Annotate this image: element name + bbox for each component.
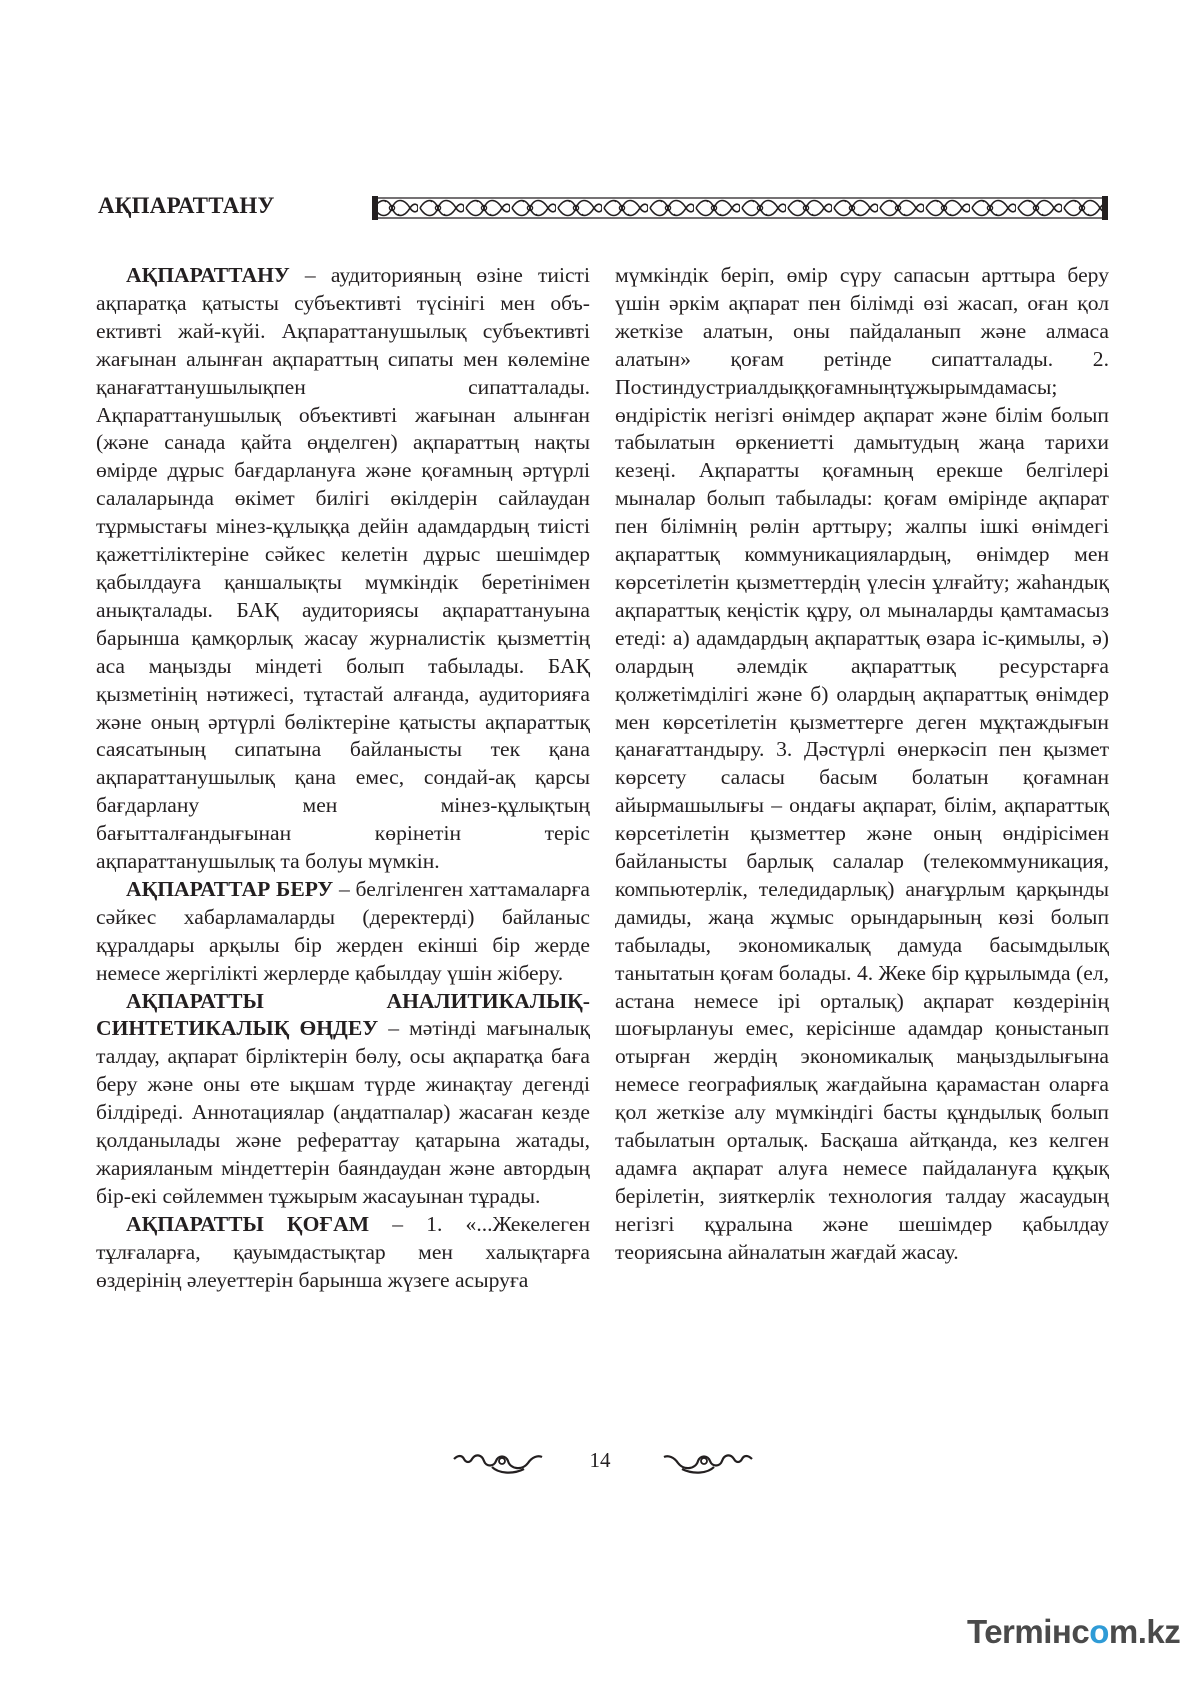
entry-term: АҚПАРАТТАР БЕРУ <box>126 876 334 901</box>
footer-ornament-left-icon <box>452 1447 544 1477</box>
entry-definition: – белгіленген хаттамаларға сәйкес хабарламаларды (деректерді) байланыс құралдары арқылы бір жерден екінші бір жерде немесе жергілікті жерлерде қабылдау үшін жіберу. <box>96 876 591 985</box>
site-watermark <box>967 1613 1179 1657</box>
right-column <box>615 262 1109 1267</box>
entry-akparattar-beru <box>96 876 590 988</box>
entry-analitikalyk-ondeu <box>96 988 590 1211</box>
entry-term: АҚПАРАТТЫ ҚОҒАМ <box>126 1211 370 1236</box>
entry-definition: – 1. «...Жекелеген тұлғаларға, қауымдастықтар мен халықтарға өздерінің әлеуеттерін барынша жүзеге асыруға <box>96 1211 590 1292</box>
page-footer <box>0 1443 1191 1483</box>
entry-definition: – аудиторияның өзіне тиісті ақпаратқа қатысты субъективті түсінігі мен объективті жай-күйі. Ақпараттанушылық субъективті жағынан алынған ақпараттың сипаты мен көлеміне қанағаттанушылықпен сипатталады. Ақпараттанушылық объективті жағынан алынған (және санада қайта өңделген) ақпараттың нақты өмірде дұрыс бағдарлануға және қоғамның әртүрлі салаларында өкімет билігі өкілдерін сайлаудан тұрмыстағы мінез-құлыққа дейін адамдардың тиісті қажеттіліктеріне сәйкес келетін дұрыс шешімдер қабылдауға қаншалықты мүмкіндік беретінімен анықталады. БАҚ аудиториясы ақпараттануына барынша қамқорлық жасау журналистік қызметтің аса маңызды міндеті болып табылады. БАҚ қызметінің нәтижесі, тұтастай алғанда, аудиторияға және оның әртүрлі бөліктеріне қатысты ақпараттық саясатының сипатына байланысты тек қана ақпараттанушылық қана емес, сондай-ақ қарсы бағдарлану мен мінез-құлықтың бағытталғандығынан көрінетін теріс ақпараттанушылық та болуы мүмкін. <box>96 263 590 874</box>
entry-akparatty-kogam-continued: мүмкіндік беріп, өмір сүру сапасын арттыра беру үшін әркім ақпарат пен білімді өзі жасап, оған қол жеткізе алатын, оны пайдаланып және алмаса алатын» қоғам ретінде сипатталады. 2. Постиндустриалдыққоғамныңтұжырымдамасы; өндірістік негізгі өнімдер ақпарат және білім болып табылатын өркениетті дамытудың жаңа тарихи кезеңі. Ақпаратты қоғамның ерекше белгілері мыналар болып табылады: қоғам өмірінде ақпарат пен білімнің рөлін арттыру; жалпы ішкі өнімдегі ақпараттық коммуникациялардың, өнімдер мен көрсетілетін қызметтердің үлесін ұлғайту; жаһандық ақпараттық кеңістік құру, ол мыналарды қамтамасыз етеді: а) адамдардың ақпараттық өзара іс-қимылы, ә) олардың әлемдік ақпараттық ресурстарға қолжетімділігі және б) олардың ақпараттық өнімдер мен көрсетілетін қызметтерге деген мұқтаждығын қанағаттандыру. 3. Дәстүрлі өнеркәсіп пен қызмет көрсету саласы басым болатын қоғамнан айырмашылығы – ондағы ақпарат, білім, ақпараттық көрсетілетін қызметтер және оның өндірісімен байланысты барлық салалар (телекоммуникация, компьютерлік, теледидарлық) анағұрлым қарқынды дамиды, жаңа жұмыс орындарының көзі болып табылады, экономикалық дамуда басымдылық танытатын қоғам болады. 4. Жеке бір құрылымда (ел, астана немесе ірі орталық) ақпарат көздерінің шоғырлануы емес, керісінше адамдар қоныстанып отырған жердің экономикалық маңыздылығына немесе географиялық жағдайына қарамастан оларға қол жеткізе алу мүмкіндігі басты құндылық болып табылатын орталық. Басқаша айтқанда, кез келген адамға ақпарат алуға немесе пайдалануға құқық берілетін, зияткерлік технология талдау жасаудың негізгі құралына және шешімдер қабылдау теориясына айналатын жағдай жасау. <box>615 263 1109 1264</box>
header-ornament <box>372 196 1108 220</box>
watermark-globe-icon: o <box>1089 1613 1109 1650</box>
footer-ornament-right-icon <box>662 1447 754 1477</box>
entry-akparattanu <box>96 262 590 876</box>
running-head: АҚПАРАТТАНУ <box>98 193 275 218</box>
entry-akparatty-kogam <box>96 1211 590 1295</box>
entry-term: АҚПАРАТТАНУ <box>126 263 290 287</box>
left-column <box>96 262 590 1295</box>
entry-definition: – мәтінді мағыналық талдау, ақпарат бірліктерін бөлу, осы ақпаратқа баға беру және оны өте ықшам түрде жинақтау дегенді білдіреді. Аннотациялар (аңдатпалар) жасаған кезде қолданылады және рефераттау қатарына жатады, жарияланым міндеттерін баяндаудан және автордың бір-екі сөйлеммен тұжырым жасауынан тұрады. <box>96 1016 590 1208</box>
watermark-text: Termінcom.kz <box>967 1613 1181 1650</box>
entry-term: АҚПАРАТТЫ АНАЛИТИКАЛЫҚ-СИНТЕТИКАЛЫҚ ӨҢДЕУ <box>96 988 590 1041</box>
page-number: 14 <box>589 1448 611 1472</box>
